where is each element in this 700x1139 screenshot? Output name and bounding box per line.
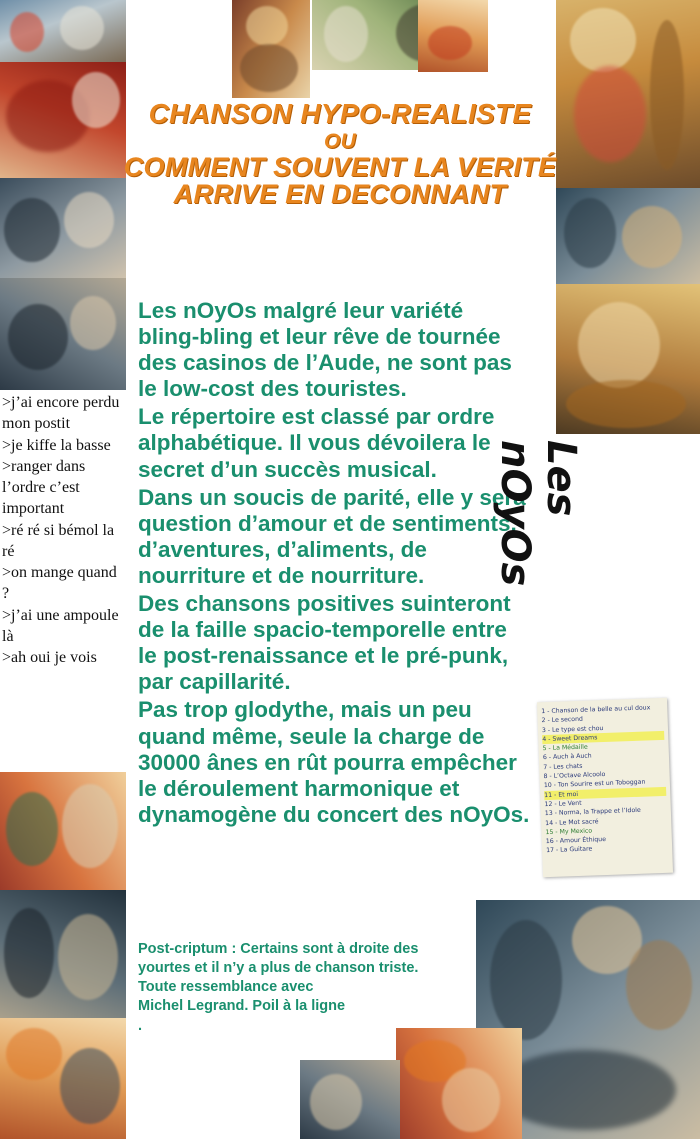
title-line-2: OU [323, 129, 357, 153]
quote-item: >j’ai encore perdu mon postit [2, 394, 120, 433]
setlist-line: 11 - Et moi [544, 787, 666, 801]
quote-item: >on mange quand ? [2, 564, 117, 603]
body-paragraph: Dans un soucis de parité, elle y sera question d’amour et de sentiments, d’aventures, d’aliments, de nourriture et de nourriture. [138, 484, 526, 588]
photo-accordion-top-left [0, 62, 126, 178]
setlist-line: 7 - Les chats [543, 762, 583, 771]
quote-item: >ré ré si bémol la ré [2, 521, 115, 560]
photo-orange-hats-left-bottom [0, 1018, 126, 1139]
setlist-line: 13 - Norma, la Trappe et l’Idole [544, 807, 641, 818]
postscript-line: Toute ressemblance avec [138, 979, 314, 996]
quote-item: >ranger dans l’ordre c’est important [2, 457, 86, 518]
photo-crowd-left-mid [0, 772, 126, 890]
setlist-line: 15 - My Mexico [545, 827, 593, 836]
body-paragraph: Les nOyOs malgré leur variété bling-bling et leur rêve de tournée des casinos de l’Aude, ne sont pas le low-cost des touristes. [138, 298, 512, 402]
setlist-line: 16 - Amour Éthique [545, 836, 607, 846]
photo-drummer-bottom-right [300, 1060, 400, 1139]
vertical-band-name-text: Les nOyOs [492, 440, 584, 587]
quote-item: >ah oui je vois [2, 649, 97, 667]
photo-crowd-top-left [0, 0, 126, 62]
setlist-line: 12 - Le Vent [544, 799, 582, 809]
photo-red-shoes-top [418, 0, 488, 72]
postscript-line: Michel Legrand. Poil à la ligne [138, 998, 346, 1015]
postscript-line: Post-criptum : Certains sont à droite des [138, 941, 419, 957]
setlist-paper [537, 698, 673, 877]
quote-item: >je kiffe la basse [2, 436, 111, 454]
postscript-line: yourtes et il n’y a plus de chanson triste. [138, 960, 419, 977]
photo-singer-beard-right [556, 284, 700, 434]
title-line-3: COMMENT SOUVENT LA VERITÉ ARRIVE EN DECONNANT [123, 151, 557, 210]
photo-seated-figures-top [232, 0, 310, 98]
body-paragraph: Pas trop glodythe, mais un peu quand même, seule la charge de 30000 ânes en rût pourra empêcher le déroulement harmonique et dynamogène du concert des nOyOs. [138, 697, 530, 827]
photo-double-bass-player-right [556, 0, 700, 188]
postscript-line: . [138, 1017, 143, 1034]
photo-bass-neck-right [556, 188, 700, 284]
title-line-1: CHANSON HYPO-REALISTE [148, 98, 532, 129]
setlist-line: 10 - Ton Sourire est un Toboggan [543, 778, 646, 790]
quote-list [2, 392, 122, 668]
setlist-line: 4 - Sweet Dreams [542, 731, 664, 745]
setlist-line: 5 - La Médaille [542, 743, 588, 753]
body-paragraph: Des chansons positives suinteront de la faille spacio-temporelle entre le post-renaissance et le pré-punk, par capillarité. [138, 591, 511, 695]
photo-band-portrait-left [0, 178, 126, 278]
setlist-line: 1 - Chanson de la belle au cul doux [541, 704, 651, 716]
setlist-line: 8 - L’Octave Alcoolo [543, 771, 606, 781]
setlist-line: 14 - Le Mot sacré [545, 817, 599, 827]
photo-musicians-left [0, 278, 126, 390]
setlist-line: 2 - Le second [541, 716, 584, 725]
body-paragraph: Le répertoire est classé par ordre alphabétique. Il vous dévoilera le secret d’un succès musical. [138, 404, 495, 482]
setlist-line: 17 - La Guitare [546, 845, 593, 855]
quote-item: >j’ai une ampoule là [2, 606, 119, 645]
setlist-line: 3 - Le type est chou [541, 724, 604, 734]
poster-title [120, 100, 560, 209]
post-criptum [138, 940, 498, 1036]
photo-orange-hats-bottom [396, 1028, 522, 1139]
photo-band-left-lower [0, 890, 126, 1018]
setlist-line: 6 - Auch à Auch [542, 752, 592, 762]
body-text [138, 298, 530, 830]
